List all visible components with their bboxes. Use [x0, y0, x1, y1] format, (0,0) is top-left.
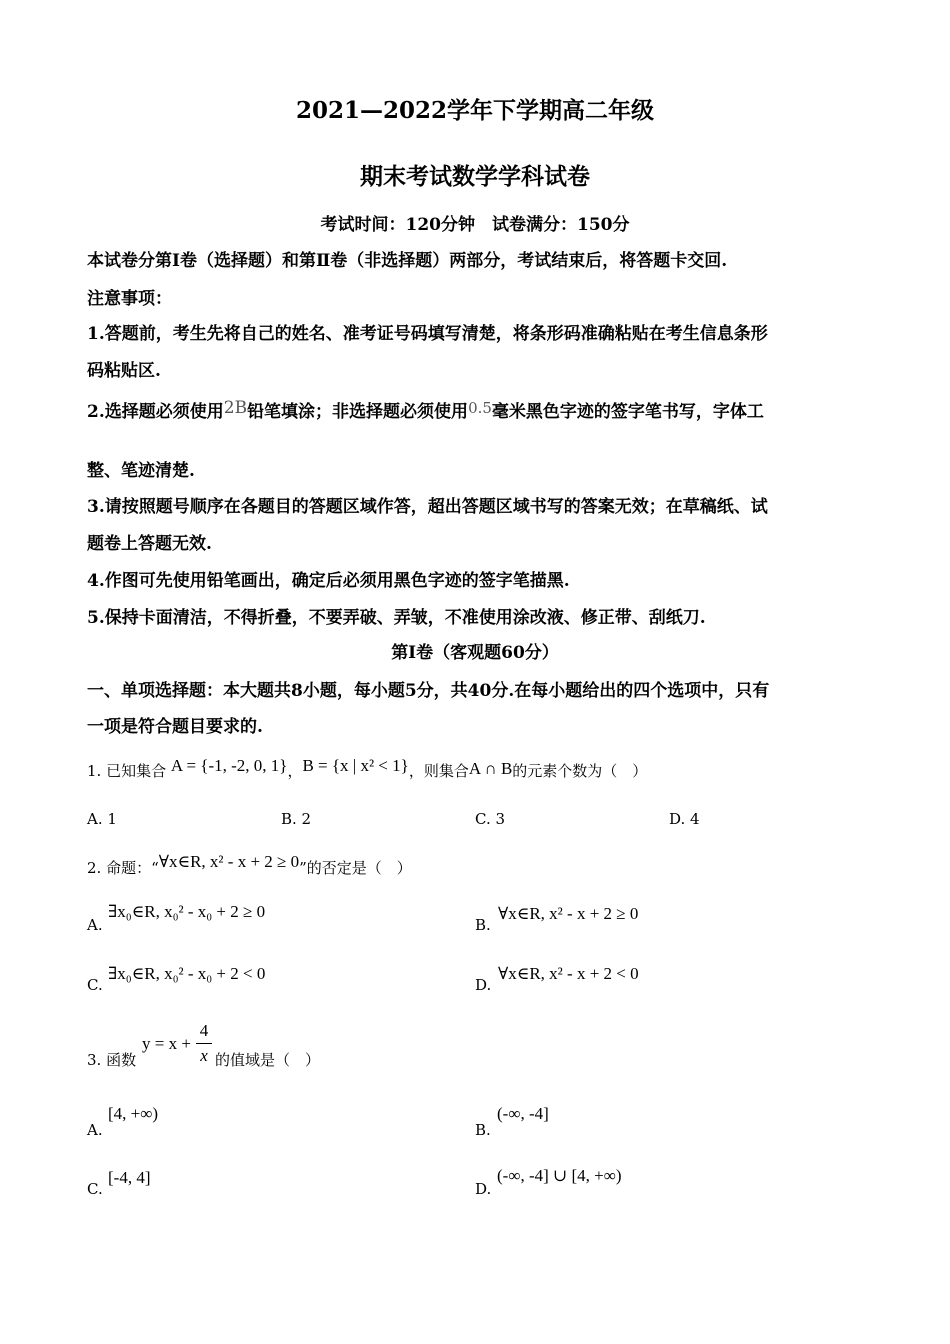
question-3-fraction-bar: [196, 1043, 212, 1044]
question-3-label-d: D.: [475, 1180, 492, 1198]
question-3-numerator: 4: [199, 1021, 209, 1040]
question-1-option-b: B. 2: [281, 810, 312, 828]
notice-3-line2: 题卷上答题无效.: [87, 534, 212, 554]
question-2-prefix: 2. 命题：“: [87, 859, 159, 877]
question-2-label-b: B.: [475, 916, 491, 934]
notice-2-pencil: 2B: [223, 398, 248, 418]
question-3-label-c: C.: [87, 1180, 103, 1198]
question-3-suffix: 的值域是（ ）: [215, 1051, 321, 1069]
notice-2-size: 0.5: [468, 399, 492, 417]
question-2: [87, 852, 412, 878]
notice-4: 4.作图可先使用铅笔画出，确定后必须用黑色字迹的签字笔描黑.: [87, 571, 570, 591]
question-2-option-c: ∃x₀∈R, x₀² - x₀ + 2 < 0: [108, 964, 266, 983]
question-2-option-a: ∃x₀∈R, x₀² - x₀ + 2 ≥ 0: [108, 902, 266, 921]
exam-title-line1: 2021—2022学年下学期高二年级: [295, 97, 655, 124]
question-3-lhs: y = x +: [142, 1034, 191, 1053]
intro-text: 本试卷分第Ⅰ卷（选择题）和第Ⅱ卷（非选择题）两部分，考试结束后，将答题卡交回.: [87, 251, 728, 271]
question-1-option-c: C. 3: [475, 810, 506, 828]
exam-title-line2: 期末考试数学学科试卷: [360, 163, 590, 190]
notice-2-line1: [87, 397, 764, 422]
notice-1-line2: 码粘贴区.: [87, 361, 161, 381]
question-2-option-b: ∀x∈R, x² - x + 2 ≥ 0: [498, 904, 639, 923]
question-1-option-d: D. 4: [669, 810, 700, 828]
question-1-comma: ，: [287, 762, 303, 780]
question-1-suffix: 的元素个数为（ ）: [512, 762, 648, 780]
question-2-label-a: A.: [87, 916, 103, 934]
question-1-set-b: B = {x | x² < 1}: [302, 756, 409, 775]
notice-3-line1: 3.请按照题号顺序在各题目的答题区域作答，超出答题区域书写的答案无效；在草稿纸、试: [87, 497, 768, 517]
notice-2-part-b: 铅笔填涂；非选择题必须使用: [247, 402, 469, 422]
section-1-title: 第Ⅰ卷（客观题60分）: [391, 643, 559, 663]
notice-2-line2: 整、笔迹清楚.: [87, 461, 195, 481]
question-1-middle: ，则集合: [408, 762, 469, 780]
question-3-option-b: (-∞, -4]: [497, 1104, 549, 1123]
question-1-prefix: 1. 已知集合: [87, 762, 167, 780]
question-2-suffix: ”的否定是（ ）: [299, 859, 412, 877]
question-1: [87, 756, 647, 781]
question-3-option-d: (-∞, -4] ∪ [4, +∞): [497, 1166, 622, 1185]
question-2-option-d: ∀x∈R, x² - x + 2 < 0: [498, 964, 639, 983]
question-3-option-c: [-4, 4]: [108, 1168, 151, 1187]
question-2-label-c: C.: [87, 976, 103, 994]
part-1-heading-line2: 一项是符合题目要求的.: [87, 717, 263, 737]
question-3-label-a: A.: [87, 1121, 103, 1139]
notice-5: 5.保持卡面清洁，不得折叠，不要弄破、弄皱，不准使用涂改液、修正带、刮纸刀.: [87, 608, 706, 628]
question-1-expr: A ∩ B: [468, 759, 513, 778]
notice-1-line1: 1.答题前，考生先将自己的姓名、准考证号码填写清楚，将条形码准确粘贴在考生信息条形: [87, 324, 768, 344]
question-1-set-a: A = {-1, -2, 0, 1}: [170, 756, 288, 775]
notice-2-part-c: 毫米黑色字迹的签字笔书写，字体工: [491, 402, 764, 422]
question-3-label-b: B.: [475, 1121, 491, 1139]
question-1-option-a: A. 1: [87, 810, 117, 828]
question-3-denominator: x: [200, 1046, 208, 1065]
notice-2-part-a: 2.选择题必须使用: [87, 402, 224, 422]
question-2-label-d: D.: [475, 976, 492, 994]
question-2-statement: ∀x∈R, x² - x + 2 ≥ 0: [158, 852, 300, 871]
notice-heading: 注意事项：: [87, 289, 172, 309]
question-3-option-a: [4, +∞): [108, 1104, 159, 1123]
part-1-heading-line1: 一、单项选择题：本大题共8小题，每小题5分，共40分.在每小题给出的四个选项中，只有: [87, 681, 770, 701]
exam-time-info: 考试时间：120分钟 试卷满分：150分: [320, 215, 630, 235]
question-3-prefix: 3. 函数: [87, 1051, 137, 1069]
